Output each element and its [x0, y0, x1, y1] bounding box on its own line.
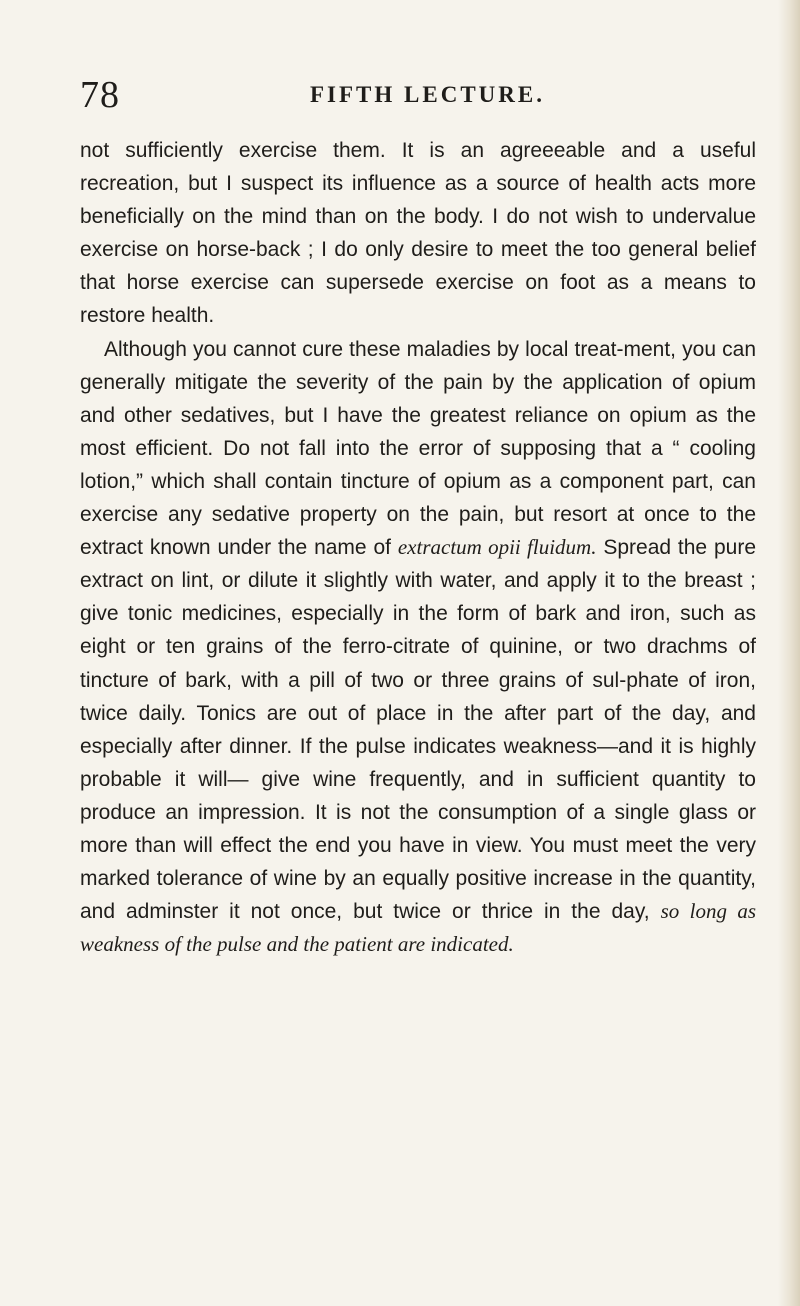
paragraph-2	[80, 333, 756, 962]
page-header	[80, 70, 760, 120]
paragraph-1: not sufficiently exercise them. It is an agreeeable and a useful recreation, but I suspect its influence as a source of health acts more beneficially on the mind than on the body. I do not wish to undervalue exercise on horse-back ; I do only desire to meet the too general belief that horse exercise can supersede exercise on foot as a means to restore health.	[80, 139, 756, 328]
paragraph-2-text-b: Spread the pure extract on lint, or dilute it slightly with water, and apply it to the breast ; give tonic medicines, especially in the form of bark and iron, such as eight or ten grains of the ferro-citrate of quinine, or two drachms of tincture of bark, with a pill of two or three grains of sul-phate of iron, twice daily. Tonics are out of place in the after part of the day, and especially after dinner. If the pulse indicates weakness—and it is highly probable it will— give wine frequently, and in sufficient quantity to produce an impression. It is not the consumption of a single glass or more than will effect the end you have in view. You must meet the very marked tolerance of wine by an equally positive increase in the quantity, and adminster it not once, but twice or thrice in the day,	[80, 536, 756, 924]
italic-closing-phrase: so long as weakness of the pulse and the patient are indicated.	[80, 899, 756, 957]
latin-term-extractum-opii: extractum opii fluidum.	[397, 535, 597, 560]
running-head: FIFTH LECTURE.	[310, 82, 545, 107]
paragraph-2-text-a: Although you cannot cure these maladies by local treat-ment, you can generally mitigate the severity of the pain by the application of opium and other sedatives, but I have the greatest reliance on opium as the most efficient. Do not fall into the error of supposing that a “ cooling lotion,” which shall contain tincture of opium as a component part, can exercise any sedative property on the pain, but resort at once to the extract known under the name of	[80, 337, 756, 560]
page-number: 78	[80, 74, 120, 116]
page-edge-shadow	[778, 0, 800, 1306]
body-text	[80, 134, 756, 961]
